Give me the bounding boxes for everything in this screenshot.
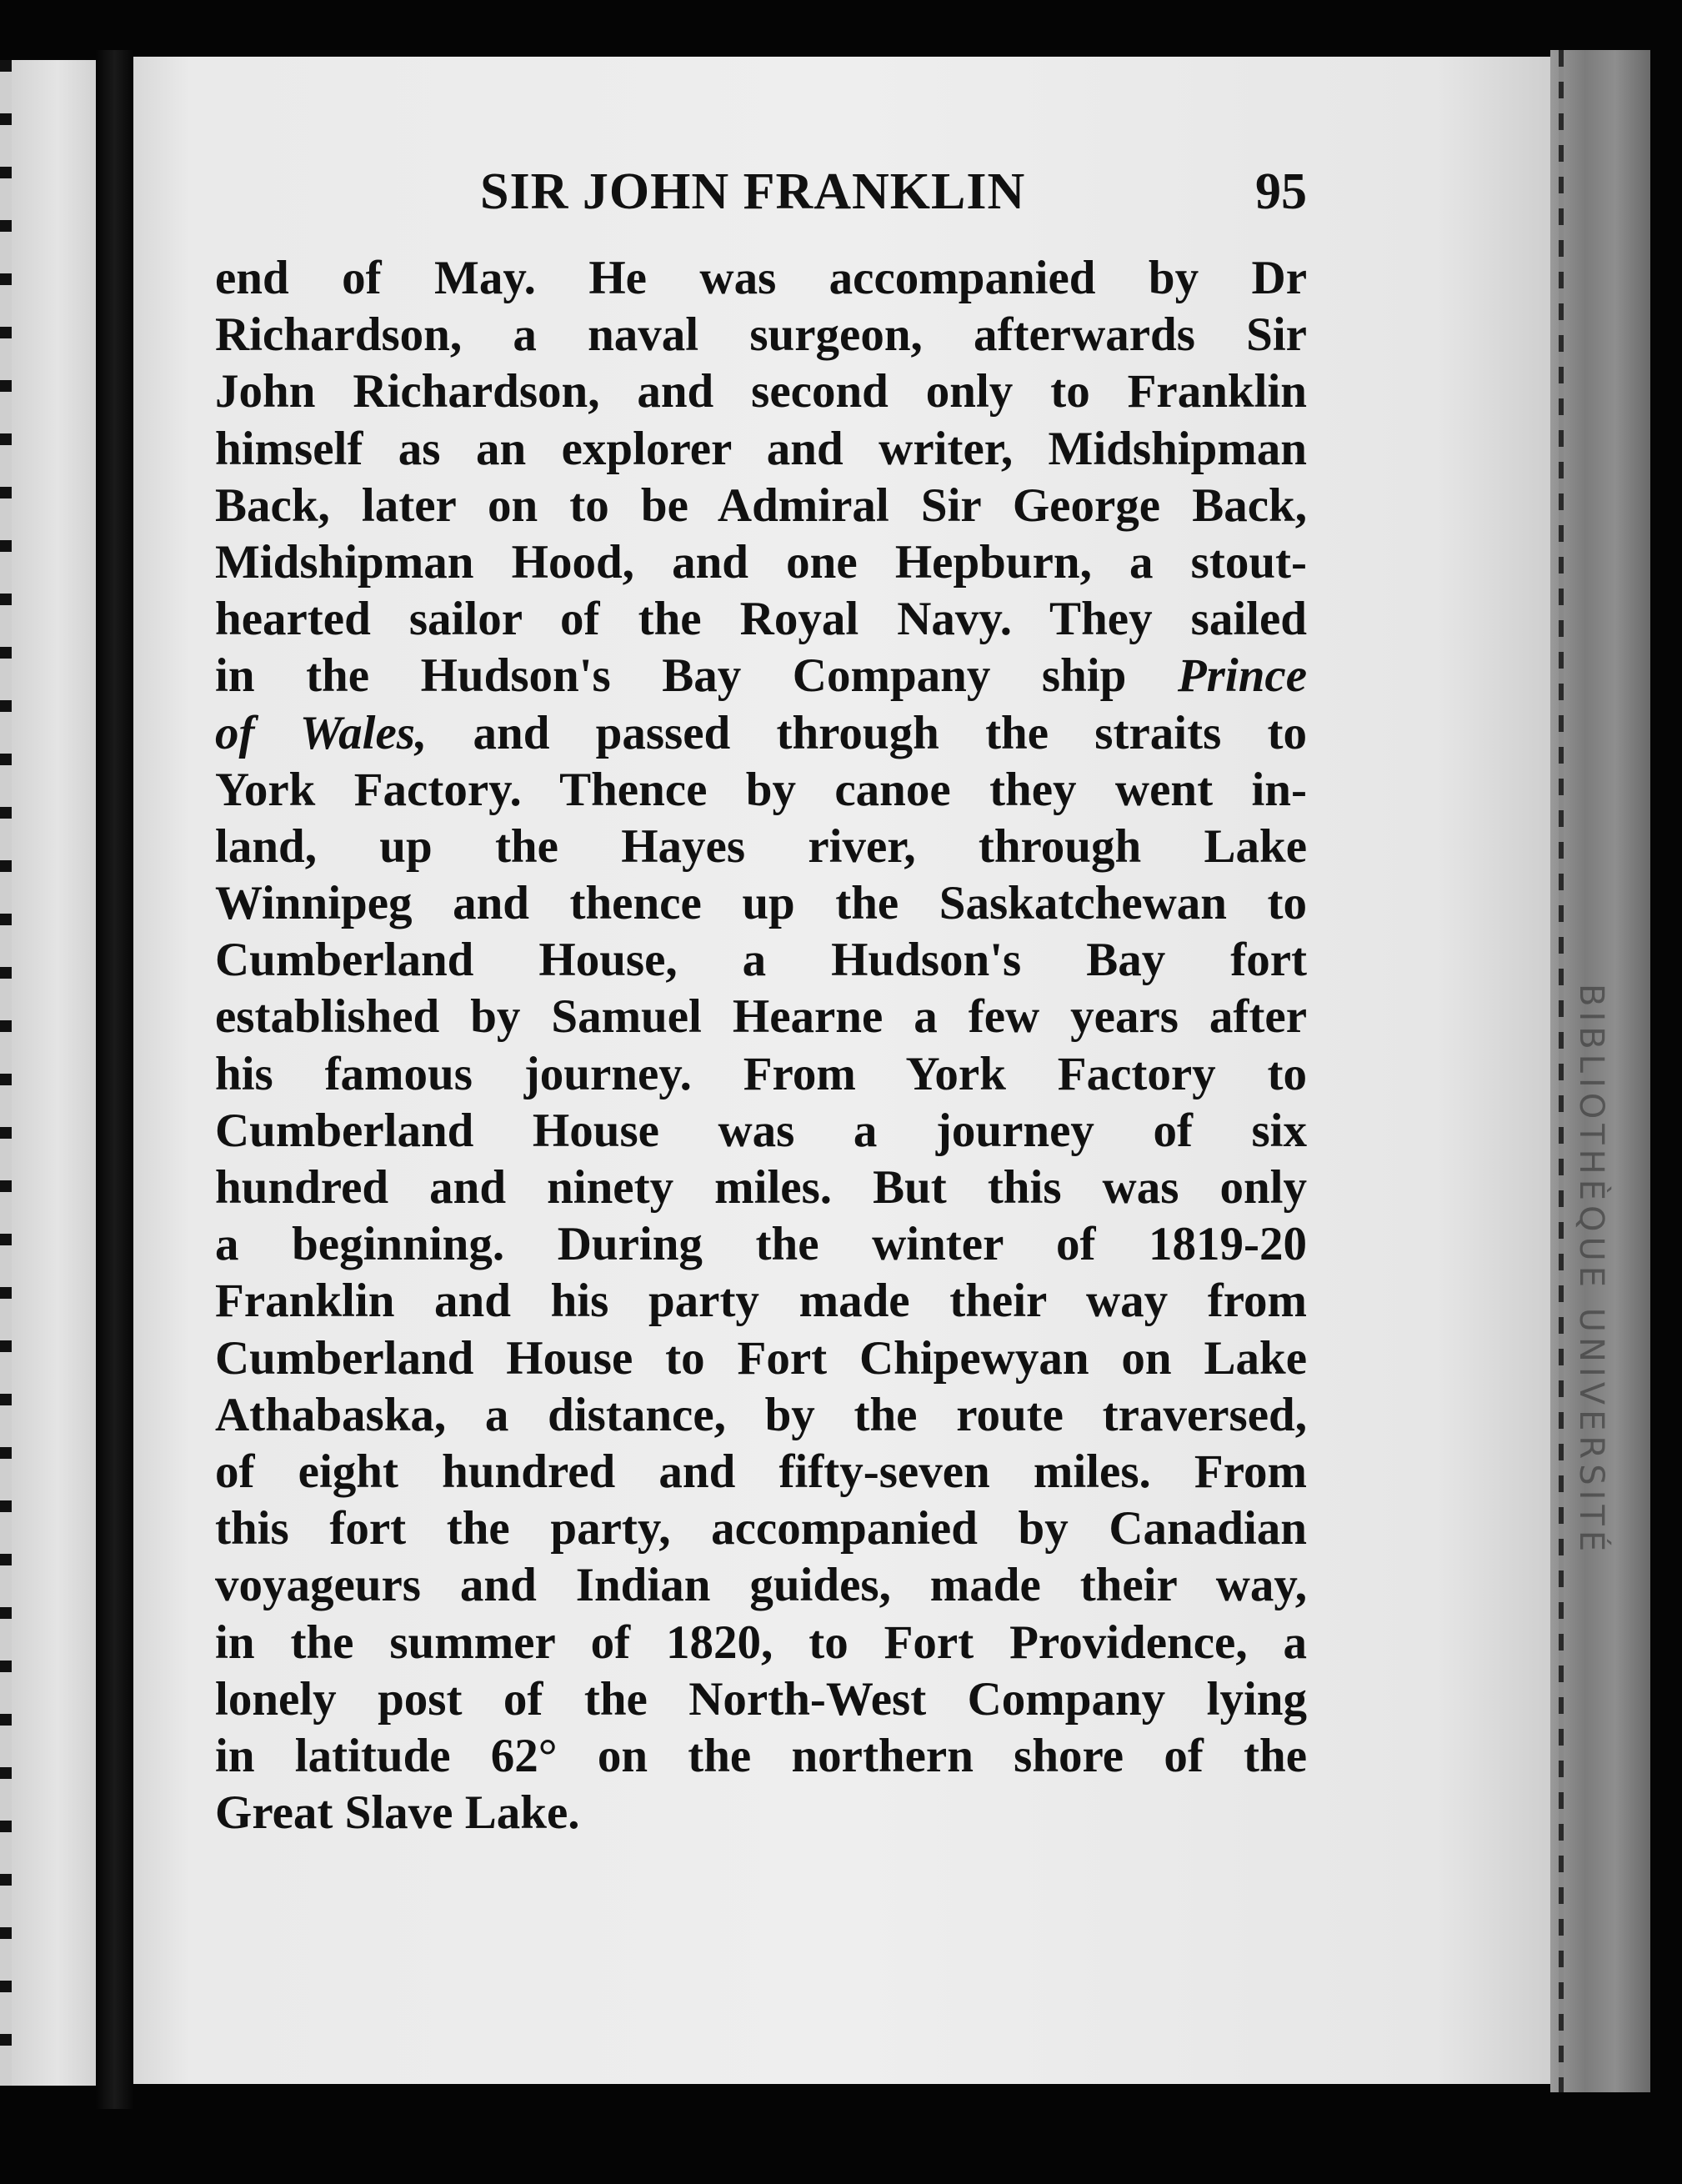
text-line: himself as an explorer and writer, Midshipman xyxy=(215,422,1307,475)
text-line: hundred and ninety miles. But this was only xyxy=(215,1161,1307,1214)
book-gutter xyxy=(96,50,133,2109)
text-line: a beginning. During the winter of 1819-20 xyxy=(215,1218,1307,1271)
text-line: lonely post of the North-West Company lying xyxy=(215,1672,1307,1726)
text-line: end of May. He was accompanied by Dr xyxy=(215,252,1307,304)
body-paragraph xyxy=(215,250,1307,1841)
text-line xyxy=(215,648,1307,704)
text-line: York Factory. Thence by canoe they went in- xyxy=(215,763,1307,816)
text-line: hearted sailor of the Royal Navy. They sailed xyxy=(215,593,1307,646)
text-line: Winnipeg and thence up the Saskatchewan to xyxy=(215,877,1307,930)
text-line: Back, later on to be Admiral Sir George Back, xyxy=(215,478,1307,532)
text-line: Cumberland House to Fort Chipewyan on Lake xyxy=(215,1331,1307,1385)
ship-name-italic: Prince xyxy=(1177,649,1307,703)
text-segment: and passed through the straits to xyxy=(473,706,1308,759)
running-title: SIR JOHN FRANKLIN xyxy=(480,163,1026,220)
library-stamp: BIBLIOTHÈQUE UNIVERSITÉ xyxy=(1572,984,1610,1557)
text-line: Richardson, a naval surgeon, afterwards Sir xyxy=(215,308,1307,362)
text-segment: in the Hudson's Bay Company ship xyxy=(215,649,1127,703)
text-line: Midshipman Hood, and one Hepburn, a stout- xyxy=(215,535,1307,589)
text-line: this fort the party, accompanied by Canadian xyxy=(215,1502,1307,1555)
text-line: in the summer of 1820, to Fort Providence, a xyxy=(215,1615,1307,1669)
text-line: land, up the Hayes river, through Lake xyxy=(215,819,1307,873)
text-line: Franklin and his party made their way from xyxy=(215,1275,1307,1328)
text-line: in latitude 62° on the northern shore of the xyxy=(215,1729,1307,1782)
text-line xyxy=(215,705,1307,762)
text-line: John Richardson, and second only to Franklin xyxy=(215,365,1307,418)
running-header xyxy=(215,158,1307,225)
text-line: his famous journey. From York Factory to xyxy=(215,1047,1307,1100)
text-line: established by Samuel Hearne a few years after xyxy=(215,990,1307,1044)
text-line: voyageurs and Indian guides, made their way, xyxy=(215,1559,1307,1612)
facing-page-edge xyxy=(0,60,96,2086)
text-line: of eight hundred and fifty-seven miles. From xyxy=(215,1445,1307,1498)
text-line: Cumberland House was a journey of six xyxy=(215,1104,1307,1157)
ship-name-italic: of Wales, xyxy=(215,706,428,759)
text-line: Athabaska, a distance, by the route traversed, xyxy=(215,1388,1307,1441)
text-line: Cumberland House, a Hudson's Bay fort xyxy=(215,934,1307,987)
text-line: Great Slave Lake. xyxy=(215,1786,580,1840)
page-number: 95 xyxy=(1255,163,1307,220)
